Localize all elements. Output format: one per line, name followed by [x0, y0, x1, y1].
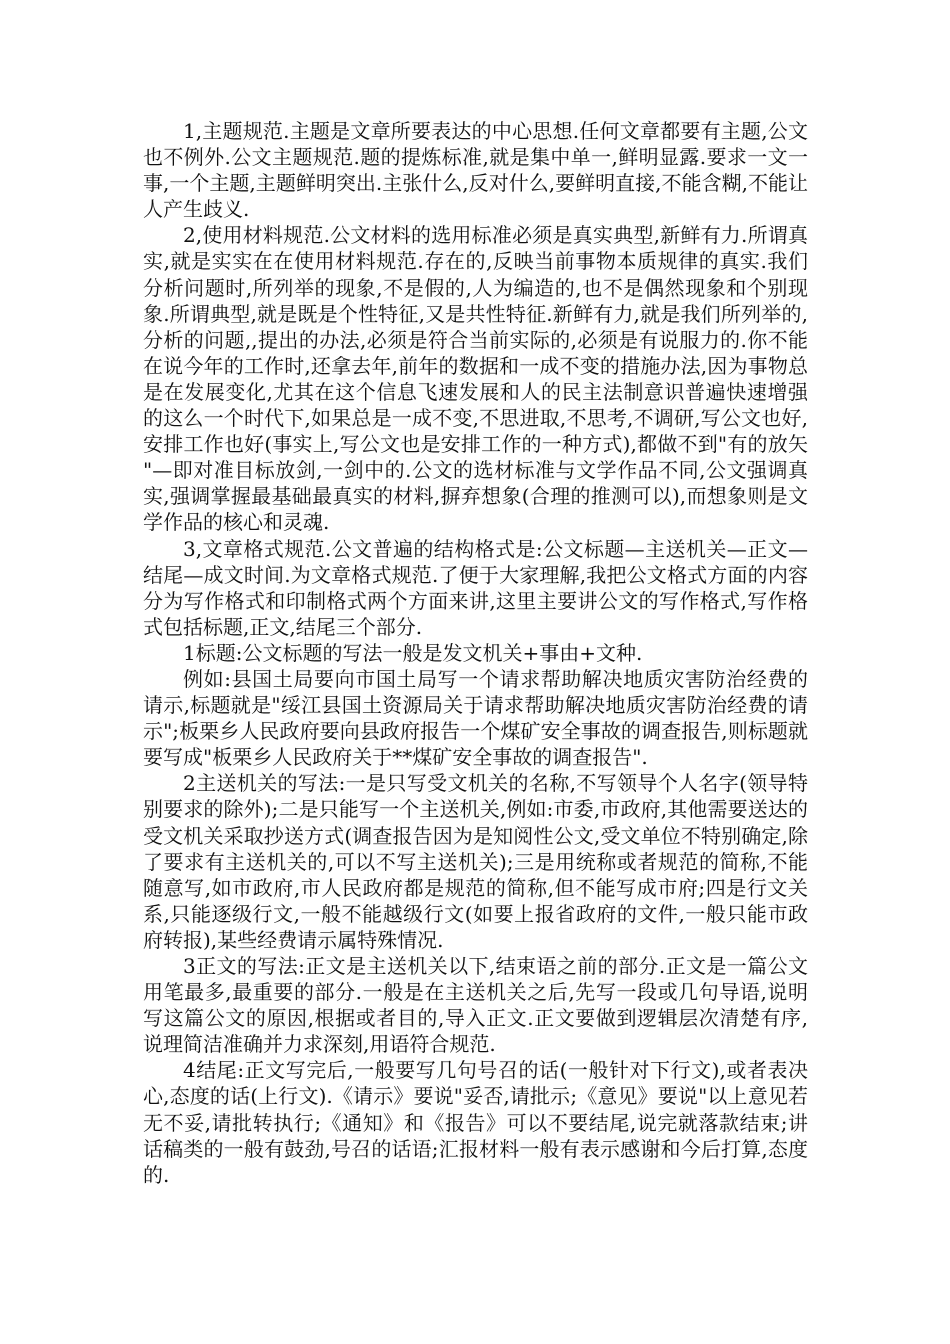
- paragraph-format-standard: 3,文章格式规范.公文普遍的结构格式是:公文标题—主送机关—正文—结尾—成文时间.为文章格式规范.了便于大家理解,我把公文格式方面的内容分为写作格式和印制格式两个方面来讲,这里主要讲公文的写作格式,写作格式包括标题,正文,结尾三个部分.: [143, 536, 808, 639]
- paragraph-body-rule: 3正文的写法:正文是主送机关以下,结束语之前的部分.正文是一篇公文用笔最多,最重要的部分.一般是在主送机关之后,先写一段或几句导语,说明写这篇公文的原因,根据或者目的,导入正文.正文要做到逻辑层次清楚有序,说理简洁准确并力求深刻,用语符合规范.: [143, 954, 808, 1057]
- paragraph-recipient-rule: 2主送机关的写法:一是只写受文机关的名称,不写领导个人名字(领导特别要求的除外);二是只能写一个主送机关,例如:市委,市政府,其他需要送达的受文机关采取抄送方式(调查报告因为是知阅性公文,受文单位不特别确定,除了要求有主送机关的,可以不写主送机关);三是用统称或者规范的简称,不能随意写,如市政府,市人民政府都是规范的简称,但不能写成市府;四是行文关系,只能逐级行文,一般不能越级行文(如要上报省政府的文件,一般只能市政府转报),某些经费请示属特殊情况.: [143, 771, 808, 952]
- document-body: [143, 118, 808, 1188]
- paragraph-title-example: 例如:县国土局要向市国土局写一个请求帮助解决地质灾害防治经费的请示,标题就是"绥江县国土资源局关于请求帮助解决地质灾害防治经费的请示";板栗乡人民政府要向县政府报告一个煤矿安全事故的调查报告,则标题就要写成"板栗乡人民政府关于**煤矿安全事故的调查报告".: [143, 666, 808, 770]
- paragraph-material-standard: 2,使用材料规范.公文材料的选用标准必须是真实典型,新鲜有力.所谓真实,就是实实在在使用材料规范.存在的,反映当前事物本质规律的真实.我们分析问题时,所列举的现象,不是假的,人为编造的,也不是偶然现象和个别现象.所谓典型,就是既是个性特征,又是共性特征.新鲜有力,就是我们所列举的,分析的问题,,提出的办法,必须是符合当前实际的,必须是有说服力的.你不能在说今年的工作时,还拿去年,前年的数据和一成不变的措施办法,因为事物总是在发展变化,尤其在这个信息飞速发展和人的民主法制意识普遍快速增强的这么一个时代下,如果总是一成不变,不思进取,不思考,不调研,写公文也好,安排工作也好(事实上,写公文也是安排工作的一种方式),都做不到"有的放矢"—即对准目标放剑,一剑中的.公文的选材标准与文学作品不同,公文强调真实,强调掌握最基础最真实的材料,摒弃想象(合理的推测可以),而想象则是文学作品的核心和灵魂.: [143, 223, 808, 535]
- paragraph-ending-rule: 4结尾:正文写完后,一般要写几句号召的话(一般针对下行文),或者表决心,态度的话(上行文).《请示》要说"妥否,请批示;《意见》要说"以上意见若无不妥,请批转执行;《通知》和《报告》可以不要结尾,说完就落款结束;讲话稿类的一般有鼓劲,号召的话语;汇报材料一般有表示感谢和今后打算,态度的.: [143, 1058, 808, 1187]
- paragraph-title-rule: 1标题:公文标题的写法一般是发文机关+事由+文种.: [183, 640, 643, 665]
- paragraph-subject-standard: 1,主题规范.主题是文章所要表达的中心思想.任何文章都要有主题,公文也不例外.公文主题规范.题的提炼标准,就是集中单一,鲜明显露.要求一文一事,一个主题,主题鲜明突出.主张什么,反对什么,要鲜明直接,不能含糊,不能让人产生歧义.: [143, 119, 808, 222]
